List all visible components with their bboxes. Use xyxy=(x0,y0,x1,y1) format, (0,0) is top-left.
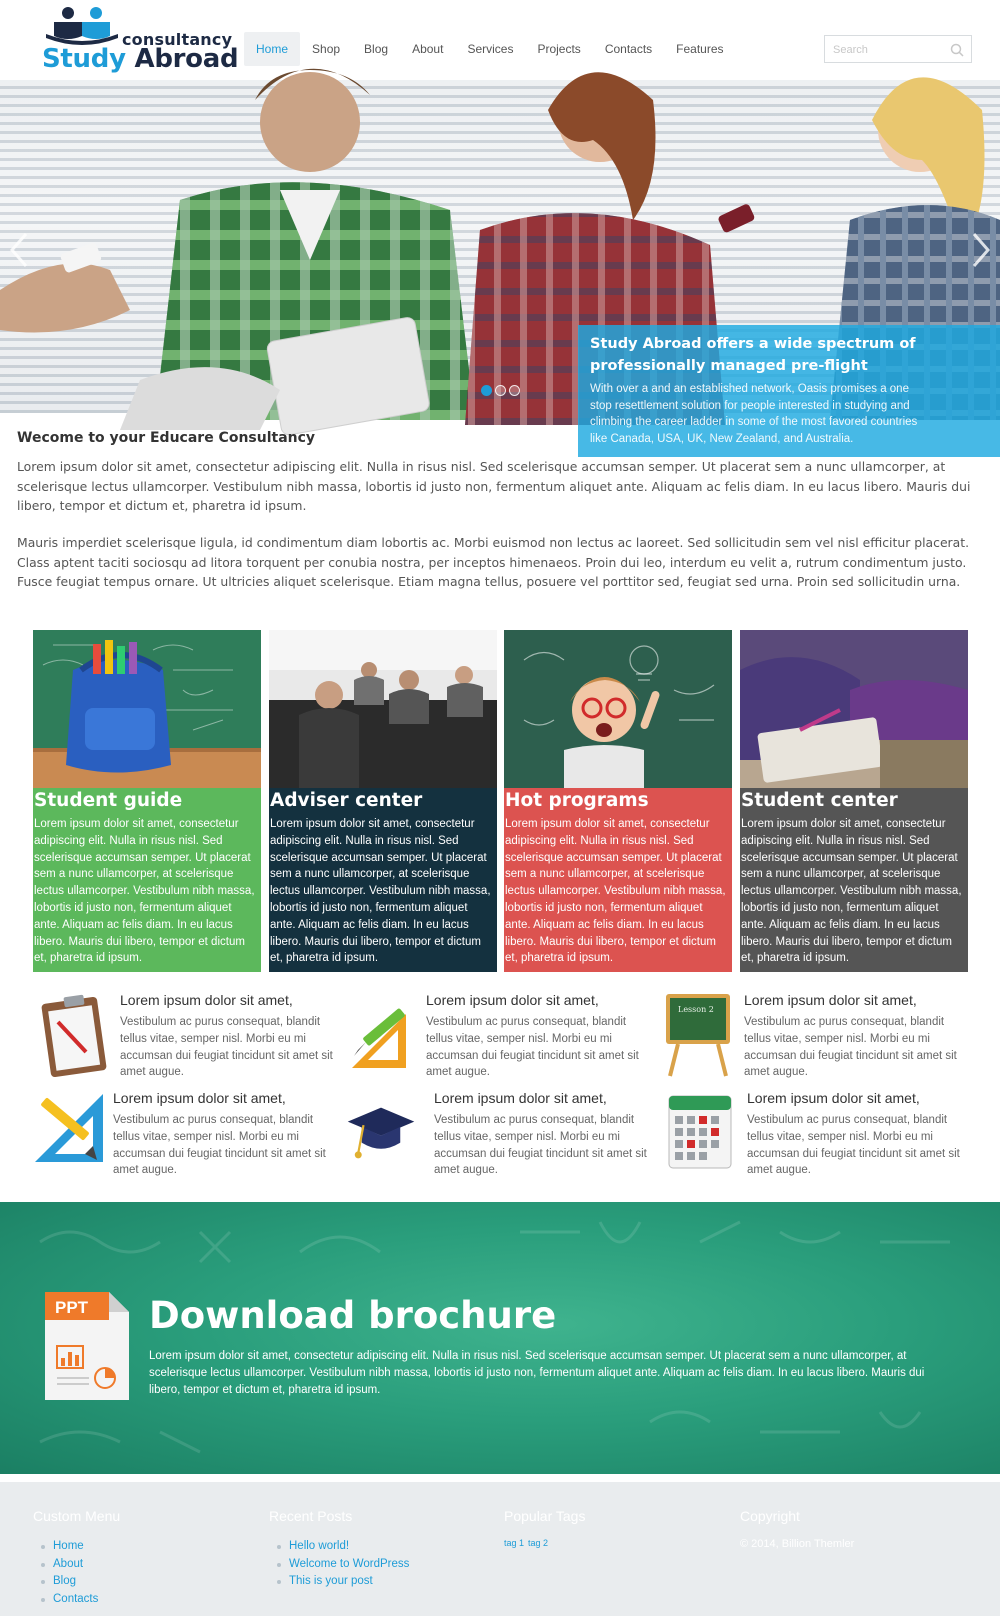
feature-item-3 xyxy=(664,992,964,1088)
nav-projects[interactable]: Projects xyxy=(537,42,581,56)
search-icon[interactable] xyxy=(949,42,965,58)
pencil-triangle-icon xyxy=(346,992,416,1078)
brochure-title[interactable]: Download brochure xyxy=(149,1294,557,1337)
welcome-heading: Wecome to your Educare Consultancy xyxy=(17,430,316,446)
feature-text: Vestibulum ac purus consequat, blandit tellus vitae, semper nisl. Morbi eu mi accumsan dui feugiat tincidunt sit amet sit amet augue. xyxy=(744,1016,957,1079)
card-title: Adviser center xyxy=(270,790,423,811)
card-student-guide[interactable] xyxy=(33,630,261,972)
footer-post-link[interactable]: Welcome to WordPress xyxy=(289,1557,410,1570)
nav-features[interactable]: Features xyxy=(676,42,724,56)
brochure-banner xyxy=(0,1202,1000,1474)
footer-recent-posts-title: Recent Posts xyxy=(269,1508,353,1524)
feature-title: Lorem ipsum dolor sit amet, xyxy=(747,1090,920,1106)
footer-post-link[interactable]: This is your post xyxy=(289,1575,373,1587)
footer-link-blog[interactable]: Blog xyxy=(53,1575,77,1587)
feature-title: Lorem ipsum dolor sit amet, xyxy=(434,1090,607,1106)
logo-title xyxy=(42,44,238,74)
footer-custom-menu xyxy=(33,1508,253,1608)
brochure-text: Lorem ipsum dolor sit amet, consectetur adipiscing elit. Nulla in risus nisl. Sed scelerisque accumsan semper. Ut placerat sem a nunc ullamcorper, at scelerisque lectus ullamcorper. Vestibulum nibh massa, lobortis id justo non, fermentum aliquet ante. Aliquam ac felis diam. In eu lacus libero. Mauris dui libero, tempor et dictum et, pharetra id ipsum. xyxy=(149,1350,925,1396)
ppt-file-icon[interactable] xyxy=(45,1292,129,1400)
feature-title: Lorem ipsum dolor sit amet, xyxy=(120,992,293,1008)
welcome-paragraph-2: Mauris imperdiet scelerisque ligula, id condimentum diam lobortis ac. Morbi euismod non lectus ac laoreet. Sed sollicitudin sem vel nisl efficitur placerat. Class aptent taciti sociosqu ad litora torquent per conubia nostra, per inceptos himenaeos. Proin dui leo, interdum eu velit a, rutrum condimentum justo. Fusce feugiat tempus ornare. Ut ultricies aliquet scelerisque. Etiam magna tellus, posuere vel porttitor sed, feugiat sed urna. Proin sed sollicitudin urna. xyxy=(17,535,970,589)
feature-item-2 xyxy=(346,992,646,1088)
card-title: Student center xyxy=(741,790,898,811)
search-box xyxy=(824,35,972,63)
chalkboard-icon-text: Lesson 2 xyxy=(678,1005,714,1014)
graduation-cap-icon xyxy=(346,1090,416,1176)
feature-item-6 xyxy=(667,1090,967,1186)
welcome-paragraph-1: Lorem ipsum dolor sit amet, consectetur adipiscing elit. Nulla in risus nisl. Sed scelerisque accumsan semper. Ut placerat sem a nunc ullamcorper, at scelerisque lectus ullamcorper. Vestibulum nibh massa, lobortis id justo non, fermentum aliquet ante. Aliquam ac felis diam. In eu lacus libero. Mauris dui libero, tempor et dictum et, pharetra id ipsum. xyxy=(17,459,971,513)
slider-prev-arrow-icon[interactable] xyxy=(8,230,32,270)
footer-popular-tags-title: Popular Tags xyxy=(504,1508,586,1524)
feature-title: Lorem ipsum dolor sit amet, xyxy=(113,1090,286,1106)
chalkboard-math-background xyxy=(0,1202,1000,1474)
site-footer xyxy=(0,1482,1000,1616)
logo-subtitle: consultancy xyxy=(122,30,233,49)
ruler-pencil-icon xyxy=(33,1090,103,1176)
card-adviser-center[interactable] xyxy=(269,630,497,972)
slider-caption xyxy=(578,325,1000,457)
card-student-center[interactable] xyxy=(740,630,968,972)
backpack-chalkboard-image xyxy=(33,630,261,788)
card-text: Lorem ipsum dolor sit amet, consectetur adipiscing elit. Nulla in risus nisl. Sed scelerisque accumsan semper. Ut placerat sem a nunc ullamcorper, at scelerisque lectus ullamcorper. Vestibulum nibh massa, lobortis id justo non, fermentum aliquet ante. Aliquam ac felis diam. In eu lacus libero. Mauris dui libero, tempor et dictum et, pharetra id ipsum. xyxy=(505,818,726,965)
site-logo[interactable] xyxy=(40,6,239,76)
students-writing-image xyxy=(740,630,968,788)
slider-pagination xyxy=(481,385,520,396)
chalkboard-icon xyxy=(664,992,734,1078)
site-header xyxy=(0,0,1000,80)
slider-next-arrow-icon[interactable] xyxy=(968,230,992,270)
footer-copyright-title: Copyright xyxy=(740,1508,800,1524)
footer-link-contacts[interactable]: Contacts xyxy=(53,1592,99,1605)
clipboard-icon xyxy=(40,992,110,1078)
slider-dot-1[interactable] xyxy=(481,385,492,396)
seminar-audience-image xyxy=(269,630,497,788)
footer-tag-link[interactable]: tag 2 xyxy=(528,1538,549,1548)
feature-text: Vestibulum ac purus consequat, blandit tellus vitae, semper nisl. Morbi eu mi accumsan dui feugiat tincidunt sit amet sit amet augue. xyxy=(113,1114,326,1177)
calendar-icon xyxy=(667,1090,737,1176)
search-input[interactable] xyxy=(833,41,945,59)
footer-tag-link[interactable]: tag 1 xyxy=(504,1538,525,1548)
feature-title: Lorem ipsum dolor sit amet, xyxy=(426,992,599,1008)
feature-item-1 xyxy=(40,992,340,1088)
slider-caption-title: Study Abroad offers a wide spectrum of professionally managed pre-flight xyxy=(590,336,916,374)
feature-text: Vestibulum ac purus consequat, blandit tellus vitae, semper nisl. Morbi eu mi accumsan dui feugiat tincidunt sit amet sit amet augue. xyxy=(434,1114,647,1177)
slider-caption-text: With over a and an established network, Oasis promises a one stop resettlement solution for people interested in studying and climbing the career ladder in some of the most favored countries like Canada, USA, UK, New Zealand, and Australia. xyxy=(590,383,918,445)
feature-item-4 xyxy=(33,1090,333,1186)
nav-blog[interactable]: Blog xyxy=(364,42,389,56)
footer-recent-posts xyxy=(269,1508,489,1591)
nav-about[interactable]: About xyxy=(412,42,444,56)
card-text: Lorem ipsum dolor sit amet, consectetur adipiscing elit. Nulla in risus nisl. Sed scelerisque accumsan semper. Ut placerat sem a nunc ullamcorper, at scelerisque lectus ullamcorper. Vestibulum nibh massa, lobortis id justo non, fermentum aliquet ante. Aliquam ac felis diam. In eu lacus libero. Mauris dui libero, tempor et dictum et, pharetra id ipsum. xyxy=(741,818,962,965)
feature-text: Vestibulum ac purus consequat, blandit tellus vitae, semper nisl. Morbi eu mi accumsan dui feugiat tincidunt sit amet sit amet augue. xyxy=(120,1016,333,1079)
feature-text: Vestibulum ac purus consequat, blandit tellus vitae, semper nisl. Morbi eu mi accumsan dui feugiat tincidunt sit amet sit amet augue. xyxy=(426,1016,639,1079)
slider-dot-3[interactable] xyxy=(509,385,520,396)
card-text: Lorem ipsum dolor sit amet, consectetur adipiscing elit. Nulla in risus nisl. Sed scelerisque accumsan semper. Ut placerat sem a nunc ullamcorper, at scelerisque lectus ullamcorper. Vestibulum nibh massa, lobortis id justo non, fermentum aliquet ante. Aliquam ac felis diam. In eu lacus libero. Mauris dui libero, tempor et dictum et, pharetra id ipsum. xyxy=(34,818,255,965)
ppt-file-icon-label: PPT xyxy=(55,1298,89,1317)
main-nav xyxy=(244,32,736,66)
slider-dot-2[interactable] xyxy=(495,385,506,396)
feature-text: Vestibulum ac purus consequat, blandit tellus vitae, semper nisl. Morbi eu mi accumsan dui feugiat tincidunt sit amet sit amet augue. xyxy=(747,1114,960,1177)
card-title: Hot programs xyxy=(505,790,649,811)
footer-copyright-text: © 2014, Billion Themler xyxy=(740,1538,855,1550)
footer-link-about[interactable]: About xyxy=(53,1557,84,1570)
card-title: Student guide xyxy=(34,790,183,811)
nav-shop[interactable]: Shop xyxy=(312,42,341,56)
footer-popular-tags xyxy=(504,1508,724,1548)
footer-copyright xyxy=(740,1508,960,1550)
footer-post-link[interactable]: Hello world! xyxy=(289,1540,350,1552)
card-text: Lorem ipsum dolor sit amet, consectetur adipiscing elit. Nulla in risus nisl. Sed scelerisque accumsan semper. Ut placerat sem a nunc ullamcorper, at scelerisque lectus ullamcorper. Vestibulum nibh massa, lobortis id justo non, fermentum aliquet ante. Aliquam ac felis diam. In eu lacus libero. Mauris dui libero, tempor et dictum et, pharetra id ipsum. xyxy=(270,818,491,965)
feature-item-5 xyxy=(346,1090,646,1186)
logo-title-part2: Abroad xyxy=(134,44,239,74)
excited-girl-image xyxy=(504,630,732,788)
logo-title-part1: Study xyxy=(42,44,126,74)
footer-custom-menu-title: Custom Menu xyxy=(33,1508,121,1524)
nav-home[interactable]: Home xyxy=(244,32,300,66)
footer-link-home[interactable]: Home xyxy=(53,1540,84,1552)
feature-title: Lorem ipsum dolor sit amet, xyxy=(744,992,917,1008)
nav-services[interactable]: Services xyxy=(467,42,514,56)
card-hot-programs[interactable] xyxy=(504,630,732,972)
nav-contacts[interactable]: Contacts xyxy=(604,42,653,56)
